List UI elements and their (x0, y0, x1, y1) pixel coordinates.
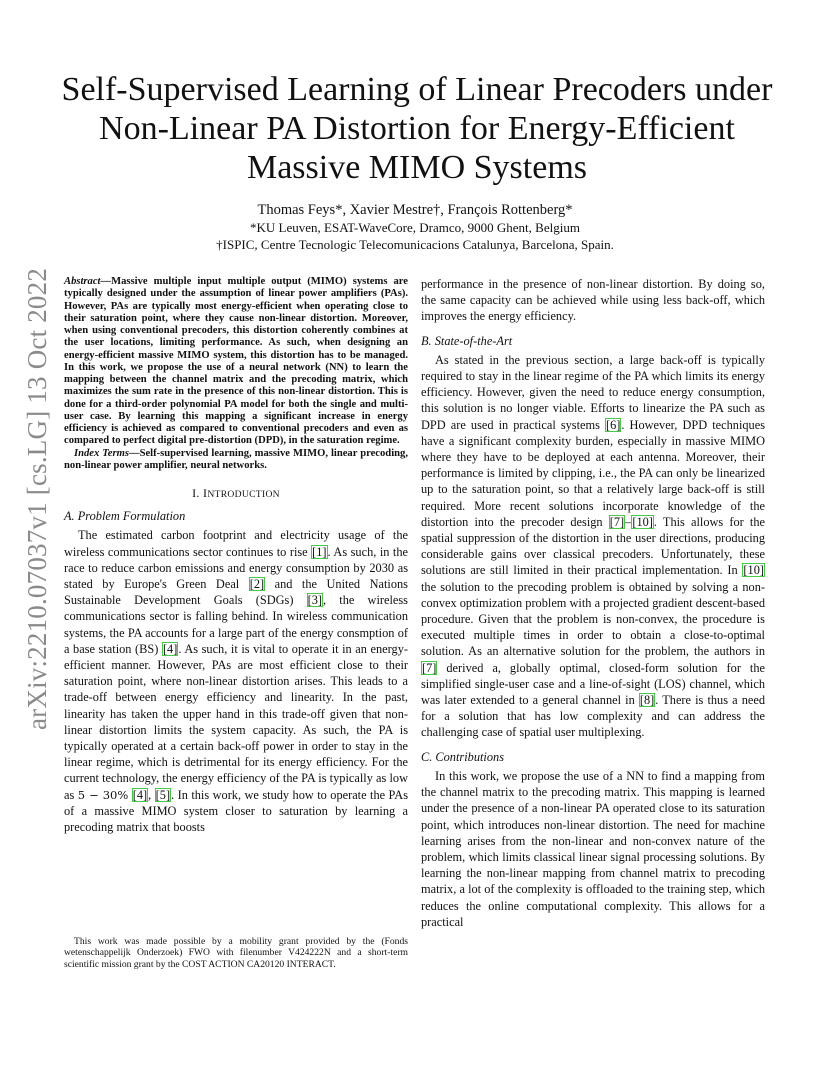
affiliation-1: *KU Leuven, ESAT-WaveCore, Dramco, 9000 Ghent, Belgium (250, 220, 580, 235)
index-terms (64, 448, 408, 473)
citation-link[interactable]: [5] (155, 787, 171, 802)
citation-link[interactable]: [8] (639, 693, 655, 708)
intro-paragraph: The estimated carbon footprint and electricity usage of the wireless communications sector continues to rise [1]. As such, in the race to reduce carbon emissions and energy consumption by 2030 as stated by Europe's Green Deal [2] and the United Nations Sustainable Development Goals (SDGs) [3], the wireless communications sector is falling behind. In wireless communication systems, the PA accounts for a large part of the energy consmption of a base station (BS) [4]. As such, it is vital to operate it in an energy-efficient manner. However, PAs are most efficient close to their saturation point, where non-linear distortion arises. This leads to a trade-off between energy efficiency and linearity. In the past, linearity has taken the upper hand in this trade-off given that non-linear distortion limits the system capacity. As such, the PA is typically operated at a certain back-off power in order to stay in the linear regime, which is detrimental for its energy efficiency. For the current technology, the energy efficiency of the PA is typically as low as 5 − 30% [4], [5]. In this work, we study how to operate the PAs of a massive MIMO system closer to saturation by learning a precoding matrix that boosts (64, 528, 409, 835)
abstract-text: —Massive multiple input multiple output (MIMO) systems are typically designed under the assumption of linear power amplifiers (PAs). However, PAs are typically most energy-efficient when operating close to their saturation point, where they cause non-linear distortion. Moreover, when using conventional precoders, this distortion coherently combines at the user locations, limiting performance. As such, when designing an energy-efficient massive MIMO system, this distortion has to be managed. In this work, we propose the use of a neural network (NN) to learn the mapping between the channel matrix and the precoding matrix, which maximizes the sum rate in the presence of this non-linear distortion. This is done for a third-order polynomial PA model for both the single and multi-user case. By learning this mapping a significant increase in energy efficiency is achieved as compared to conventional precoders and even as compared to perfect digital pre-distortion (DPD), in the saturation regime. (64, 276, 408, 447)
section-heading-introduction (64, 485, 408, 503)
citation-link[interactable]: [7] (609, 514, 625, 529)
subsection-heading-state-of-the-art: B. State-of-the-Art (421, 333, 513, 348)
section-title-rest: NTRODUCTION (207, 489, 280, 500)
author-names: Thomas Feys*, Xavier Mestre†, François Rottenberg* (257, 202, 573, 218)
index-terms-text: —Self-supervised learning, massive MIMO, linear precoding, non-linear power amplifier, neural networks. (64, 447, 408, 471)
citation-link[interactable]: [4] (162, 641, 178, 656)
citation-link[interactable]: [4] (132, 787, 148, 802)
state-of-the-art-paragraph: As stated in the previous section, a large back-off is typically required to stay in the linear regime of the PA which limits its energy efficiency. However, given the need to reduce energy consumption, this solution is no longer viable. Efforts to linearize the PA such as DPD are used in practical systems [6]. However, DPD techniques have a significant complexity burden, especially in massive MIMO where they have to be deployed at each antenna. Moreover, their performance is limited by clipping, i.e., the PA can only be linearized up to the saturation point, so that a relatively large back-off is still required. More recent solutions incorporate knowledge of the distortion into the precoder design [7]–[10]. This allows for the spatial suppression of the distortion in the user directions, producing considerable gains over classical precoders. Unfortunately, these solutions are still limited in their practical implementation. In [10] the solution to the precoding problem is obtained by solving a non-convex optimization problem with a projected gradient descent-based procedure. Given that the problem is non-convex, the procedure is executed multiple times in order to obtain a close-to-optimal solution. As an alternative solution for the problem, the authors in [7] derived a, globally optimal, closed-form solution for the simplified single-user case and a line-of-sight (LOS) channel, which was later extended to a general channel in [8]. There is thus a need for a solution that has low complexity and can address the challenging case of spatial user multiplexing. (421, 352, 766, 740)
affiliation-2: †ISPIC, Centre Tecnologic Telecomunicacions Catalunya, Barcelona, Spain. (216, 237, 614, 252)
paper-title: Self-Supervised Learning of Linear Precoders under Non-Linear PA Distortion for Energy-Efficient Massive MIMO Systems (61, 71, 773, 186)
citation-link[interactable]: [10] (632, 514, 653, 529)
subsection-heading-problem-formulation: A. Problem Formulation (64, 509, 186, 524)
right-column (421, 276, 765, 930)
inline-math: 5 − 30% (77, 787, 129, 802)
footnote (64, 936, 408, 970)
abstract-label: Abstract (64, 276, 101, 287)
abstract (64, 276, 408, 448)
author-block (90, 202, 740, 253)
citation-link[interactable]: [10] (743, 563, 764, 578)
section-title-initial: I (203, 486, 208, 500)
citation-link[interactable]: [7] (422, 660, 437, 675)
contributions-paragraph: In this work, we propose the use of a NN to find a mapping from the channel matrix to the precoding matrix. This mapping is learned under the presence of a non-linear PA operated close to its saturation point, which introduces non-linear distortion. The need for machine learning arises from the non-linear and non-convex nature of the problem, which limits classical linear signal processing solutions. By learning the non-linear mapping from channel matrix to precoding matrix, a lot of the complexity is offloaded to the training step, which reduces the online computational complexity. This allows for a practical (421, 768, 765, 929)
arxiv-identifier-stamp: arXiv:2210.07037v1 [cs.LG] 13 Oct 2022 (22, 267, 52, 730)
index-terms-label: Index Terms (74, 447, 129, 459)
section-number: I. (192, 486, 200, 500)
footnote-text: This work was made possible by a mobility grant provided by the (Fonds wetenschappelijk Onderzoek) FWO with filenumber V424222N and a short-term scientific mission grant by the COST ACTION CA20120 INTERACT. (64, 936, 408, 970)
left-column (64, 276, 408, 835)
citation-link[interactable]: [6] (605, 417, 621, 432)
citation-link[interactable]: [1] (312, 544, 327, 559)
citation-link[interactable]: [2] (249, 577, 265, 592)
continued-paragraph: performance in the presence of non-linear distortion. By doing so, the same capacity can be achieved while using less back-off, which improves the energy efficiency. (421, 277, 765, 324)
subsection-heading-contributions: C. Contributions (421, 749, 504, 764)
citation-link[interactable]: [3] (307, 593, 323, 608)
